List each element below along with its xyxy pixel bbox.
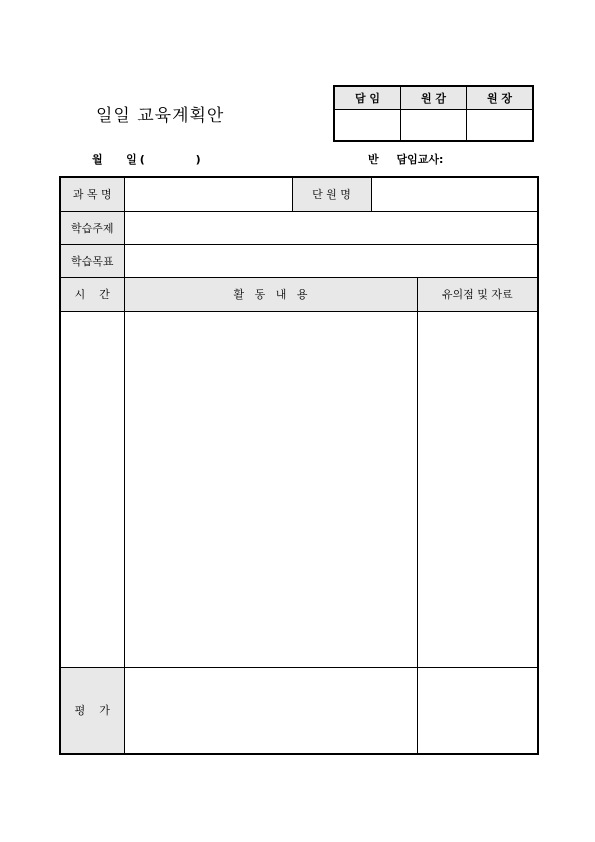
evaluation-label: 평 가 <box>60 667 124 754</box>
notes-header: 유의점 및 자료 <box>417 277 538 311</box>
activity-cell[interactable] <box>124 311 417 667</box>
topic-field[interactable] <box>124 211 538 244</box>
topic-label: 학습주제 <box>60 211 124 244</box>
subject-label: 과 목 명 <box>60 177 124 211</box>
lesson-plan-table <box>59 176 539 755</box>
teacher-line <box>368 151 443 167</box>
subject-field[interactable] <box>124 177 292 211</box>
approval-table <box>333 85 534 142</box>
notes-cell[interactable] <box>417 311 538 667</box>
time-cell[interactable] <box>60 311 124 667</box>
time-header: 시 간 <box>60 277 124 311</box>
unit-field[interactable] <box>371 177 538 211</box>
evaluation-notes-cell[interactable] <box>417 667 538 754</box>
approval-header-director: 원 장 <box>467 86 534 110</box>
approval-header-vice-director: 원 감 <box>401 86 467 110</box>
page-title: 일일 교육계획안 <box>96 106 225 126</box>
date-line: 월 일( ) <box>92 153 204 166</box>
class-label: 반 <box>368 153 379 166</box>
goal-label: 학습목표 <box>60 244 124 277</box>
signature-cell-director[interactable] <box>467 110 534 142</box>
approval-header-homeroom: 담 임 <box>334 86 401 110</box>
goal-field[interactable] <box>124 244 538 277</box>
signature-cell-homeroom[interactable] <box>334 110 401 142</box>
evaluation-cell[interactable] <box>124 667 417 754</box>
activity-header: 활 동 내 용 <box>124 277 417 311</box>
signature-cell-vice-director[interactable] <box>401 110 467 142</box>
teacher-label: 담임교사: <box>396 153 444 166</box>
unit-label: 단 원 명 <box>292 177 371 211</box>
